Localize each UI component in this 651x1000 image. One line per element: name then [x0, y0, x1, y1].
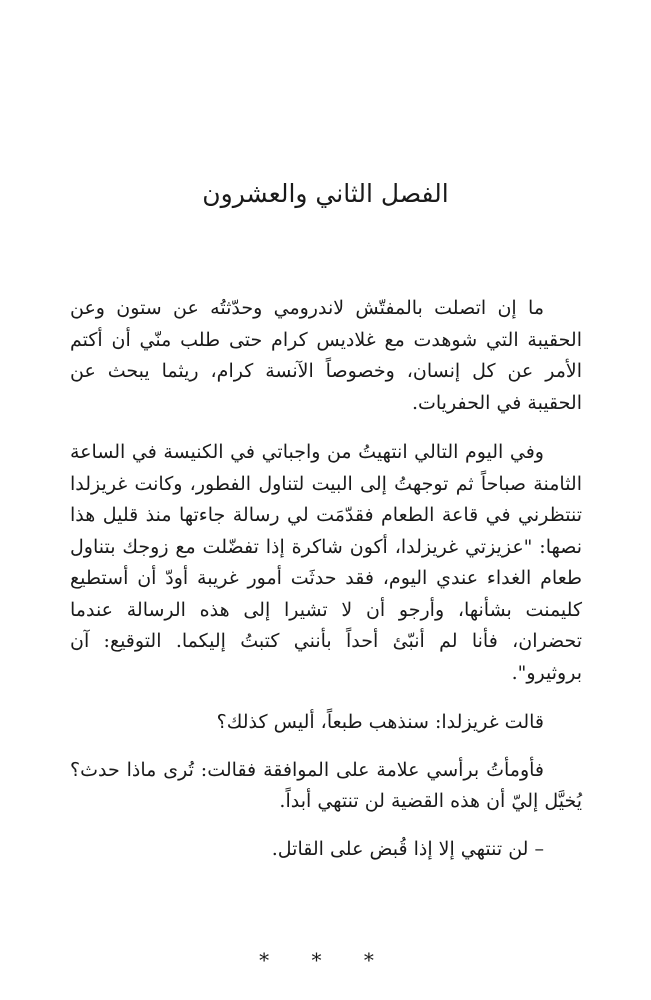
chapter-title: الفصل الثاني والعشرون [202, 179, 449, 208]
chapter-body [70, 293, 582, 865]
paragraph-4: فأومأتُ برأسي علامة على الموافقة فقالت: تُرى ماذا حدث؟ يُخيَّل إليّ أن هذه القضية لن تنتهي أبداً. [70, 758, 582, 812]
paragraph-3: قالت غريزلدا: سنذهب طبعاً، أليس كذلك؟ [216, 711, 544, 733]
paragraph-5: – لن تنتهي إلا إذا قُبض على القاتل. [271, 837, 544, 860]
section-break-ornament: * * * [259, 948, 392, 972]
paragraph-1: ما إن اتصلت بالمفتّش لاندرومي وحدّثتُه عن ستون وعن الحقيبة التي شوهدت مع غلاديس كرام حتى طلب منّي أن أكتم الأمر عن كل إنسان، وخصوصاً الآنسة كرام، ريثما يبحث عن الحقيبة في الحفريات. [70, 297, 582, 414]
paragraph-2: وفي اليوم التالي انتهيتُ من واجباتي في الكنيسة في الساعة الثامنة صباحاً ثم توجهتُ إلى البيت لتناول الفطور، وكانت غريزلدا تنتظرني في قاعة الطعام فقدّمَت لي رسالة جاءتها منذ قليل هذا نصها: "عزيزتي غريزلدا، أكون شاكرة إذا تفضّلت مع زوجك بتناول طعام الغداء عندي اليوم، فقد حدثَت أمور غريبة أودّ أن أستطيع كليمنت بشأنها، وأرجو أن لا تشيرا إلى هذه الرسالة عندما تحضران، فأنا لم أنبّئ أحداً بأنني كتبتُ إليكما. التوقيع: آن بروثيرو". [70, 441, 582, 684]
